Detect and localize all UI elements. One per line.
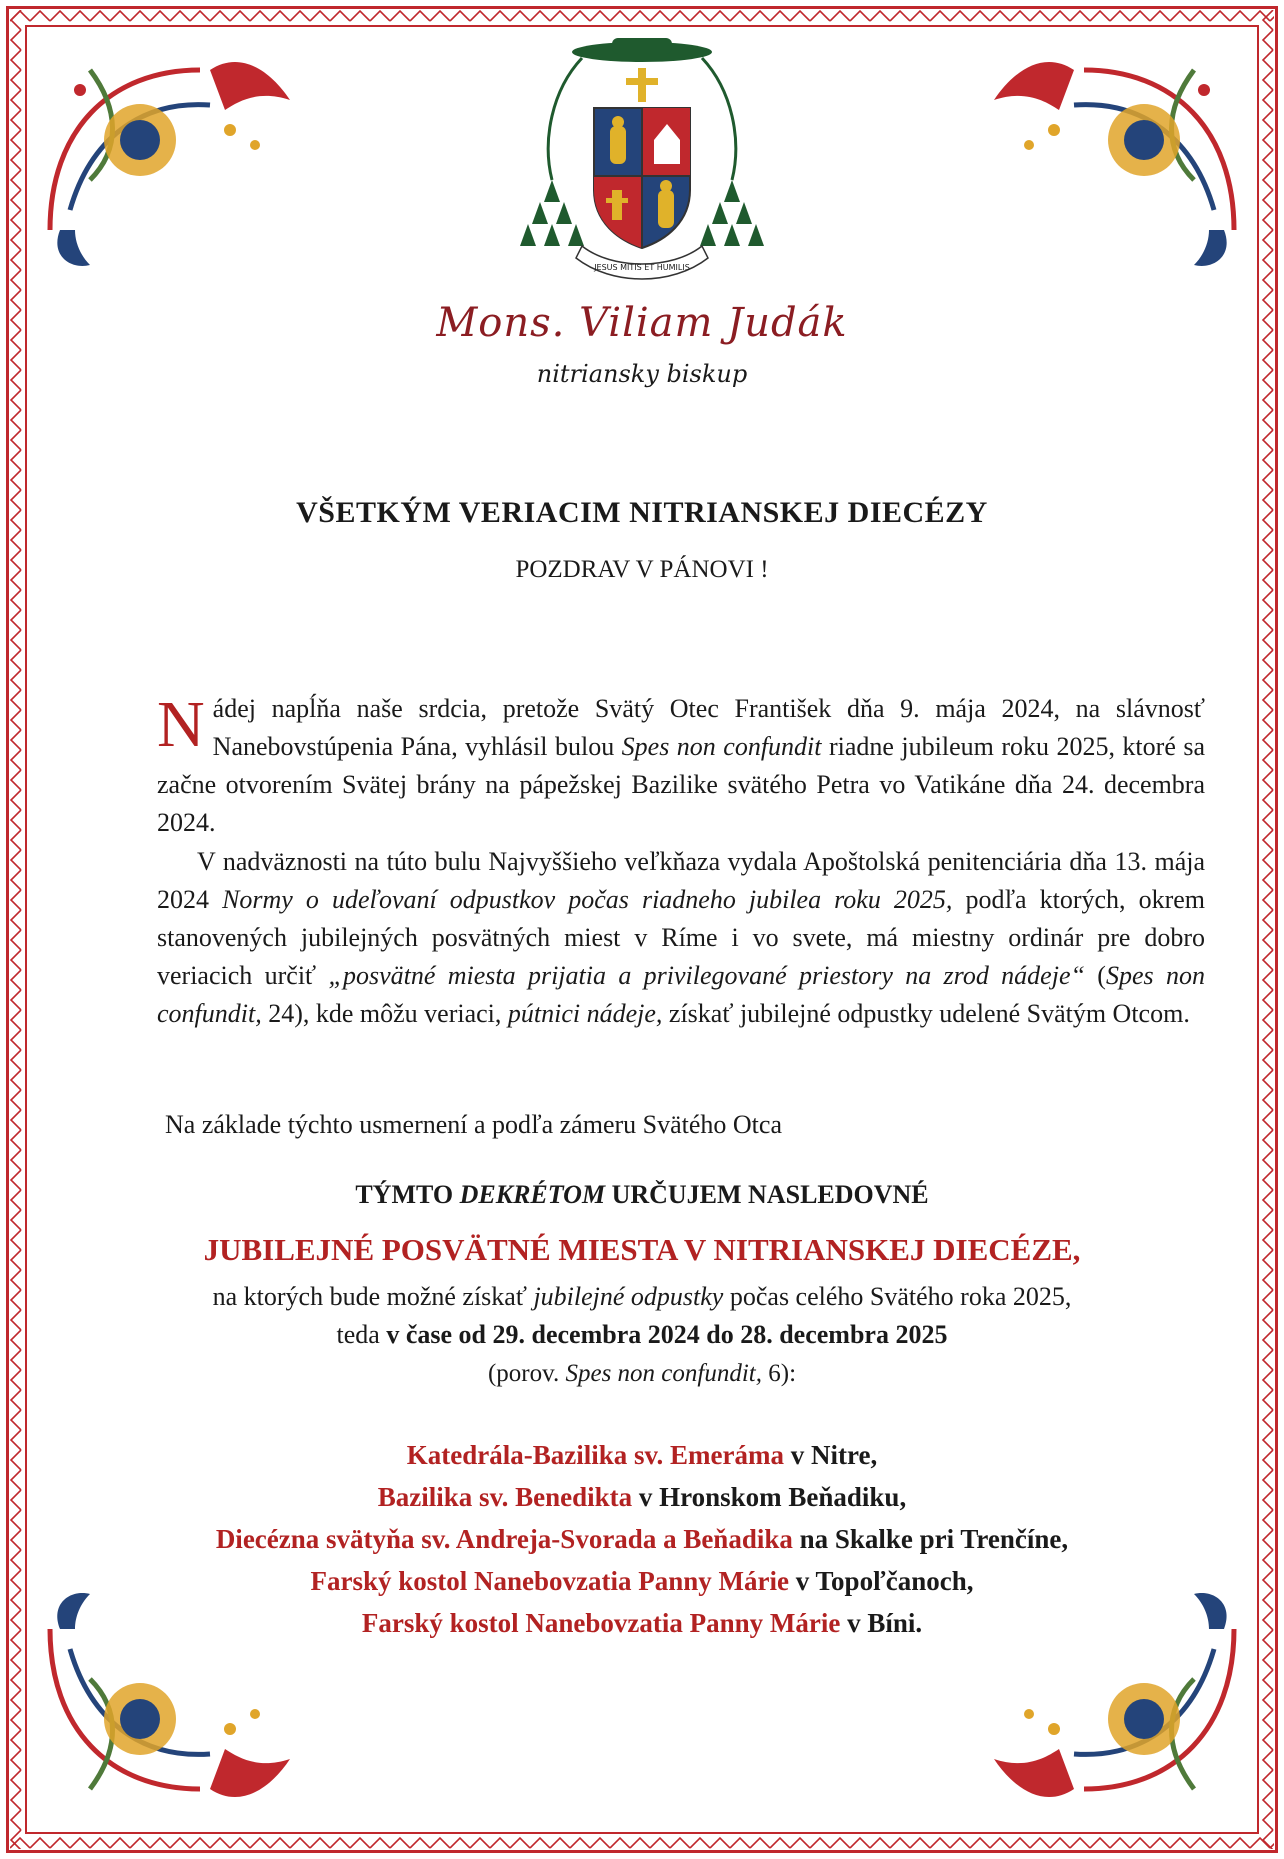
decree-part-b: DEKRÉTOM [459, 1180, 606, 1209]
paragraph-2-text-d: 24), kde môžu veriaci, [261, 999, 508, 1028]
location-name: Bazilika sv. Benedikta [377, 1482, 633, 1512]
location-name: Katedrála-Bazilika sv. Emeráma [406, 1440, 784, 1470]
paragraph-1-italic: Spes non confundit [621, 732, 822, 761]
location-item [0, 1560, 1284, 1603]
location-item [0, 1518, 1284, 1561]
location-place: v Nitre, [783, 1440, 878, 1470]
decree-line [0, 1180, 1284, 1210]
border-zigzag-top [10, 9, 1274, 23]
paragraph-2-italic-c: Spes non confundit, [157, 961, 1205, 1028]
paragraph-2-text-e: získať jubilejné odpustky udelené Svätým Otcom. [662, 999, 1190, 1028]
jubilee-line-2 [0, 1320, 1284, 1350]
paragraph-2-italic-d: pútnici nádeje, [507, 999, 663, 1028]
corner-ornament-top-left [30, 30, 310, 280]
jubilee-line-2-b: v čase od 29. decembra 2024 do 28. decembra 2025 [386, 1320, 948, 1349]
jubilee-line-2-a: teda [336, 1320, 387, 1349]
jubilee-line-3-c: 6): [762, 1360, 797, 1387]
paragraph-2 [157, 843, 1205, 1033]
jubilee-line-3-a: (porov. [487, 1360, 566, 1387]
location-name: Diecézna svätyňa sv. Andreja-Svorada a Beňadika [215, 1524, 793, 1554]
location-item [0, 1434, 1284, 1477]
paragraph-2-italic-a: Normy o udeľovaní odpustkov počas riadneho jubilea roku 2025, [222, 885, 953, 914]
corner-ornament-top-right [974, 30, 1254, 280]
jubilee-line-1-a: na ktorých bude možné získať [212, 1282, 534, 1311]
paragraph-2-text-c: ( [1084, 961, 1106, 990]
paragraph-2-text-b: podľa ktorých, okrem stanovených jubilejných posvätných miest v Ríme i vo svete, má miestny ordinár pre dobro veriacich určiť [157, 885, 1206, 990]
paragraph-1 [157, 690, 1205, 842]
jubilee-line-1-c: počas celého Svätého roka 2025, [723, 1282, 1072, 1311]
drop-cap: N [157, 688, 205, 761]
decree-part-a: TÝMTO [355, 1180, 460, 1209]
greeting: POZDRAV V PÁNOVI ! [515, 556, 769, 583]
paragraph-3: Na základe týchto usmernení a podľa zámeru Svätého Otca [165, 1110, 782, 1139]
document-heading: VŠETKÝM VERIACIM NITRIANSKEJ DIECÉZY [296, 496, 988, 529]
location-name: Farský kostol Nanebovzatia Panny Márie [361, 1608, 841, 1638]
location-item [0, 1602, 1284, 1645]
location-place: v Hronskom Beňadiku, [632, 1482, 907, 1512]
bishop-title: nitriansky biskup [536, 360, 748, 388]
jubilee-line-1 [0, 1282, 1284, 1312]
places-title: JUBILEJNÉ POSVÄTNÉ MIESTA V NITRIANSKEJ DIECÉZE, [203, 1232, 1081, 1267]
paragraph-2-text-a: V nadväznosti na túto bulu Najvyššieho veľkňaza vydala Apoštolská penitenciária dňa 13. mája 2024 [157, 847, 1205, 914]
bishop-name: Mons. Viliam Judák [436, 300, 848, 346]
paragraph-1-text: ádej napĺňa naše srdcia, pretože Svätý Otec František dňa 9. mája 2024, na slávnosť Nanebovstúpenia Pána, vyhlásil bulou [212, 694, 1205, 761]
location-item [0, 1476, 1284, 1519]
decree-part-c: URČUJEM NASLEDOVNÉ [605, 1180, 929, 1209]
location-place: v Bíni. [840, 1608, 923, 1638]
coat-of-arms-emblem [512, 30, 772, 290]
paragraph-2-italic-b: „posvätné miesta prijatia a privilegované priestory na zrod nádeje“ [328, 961, 1085, 990]
jubilee-line-3-b: Spes non confundit, [565, 1360, 762, 1387]
location-name: Farský kostol Nanebovzatia Panny Márie [310, 1566, 790, 1596]
location-place: v Topoľčanoch, [789, 1566, 974, 1596]
border-zigzag-bottom [10, 1836, 1274, 1850]
location-place: na Skalke pri Trenčíne, [792, 1524, 1069, 1554]
coat-of-arms-motto: JESUS MITIS ET HUMILIS [594, 263, 690, 272]
jubilee-line-1-b: jubilejné odpustky [533, 1282, 724, 1311]
paragraph-1-text-end: riadne jubileum roku 2025, ktoré sa začne otvorením Svätej brány na pápežskej Bazilike svätého Petra vo Vatikáne dňa 24. decembra 2024. [157, 732, 1205, 837]
jubilee-line-3 [0, 1360, 1284, 1388]
